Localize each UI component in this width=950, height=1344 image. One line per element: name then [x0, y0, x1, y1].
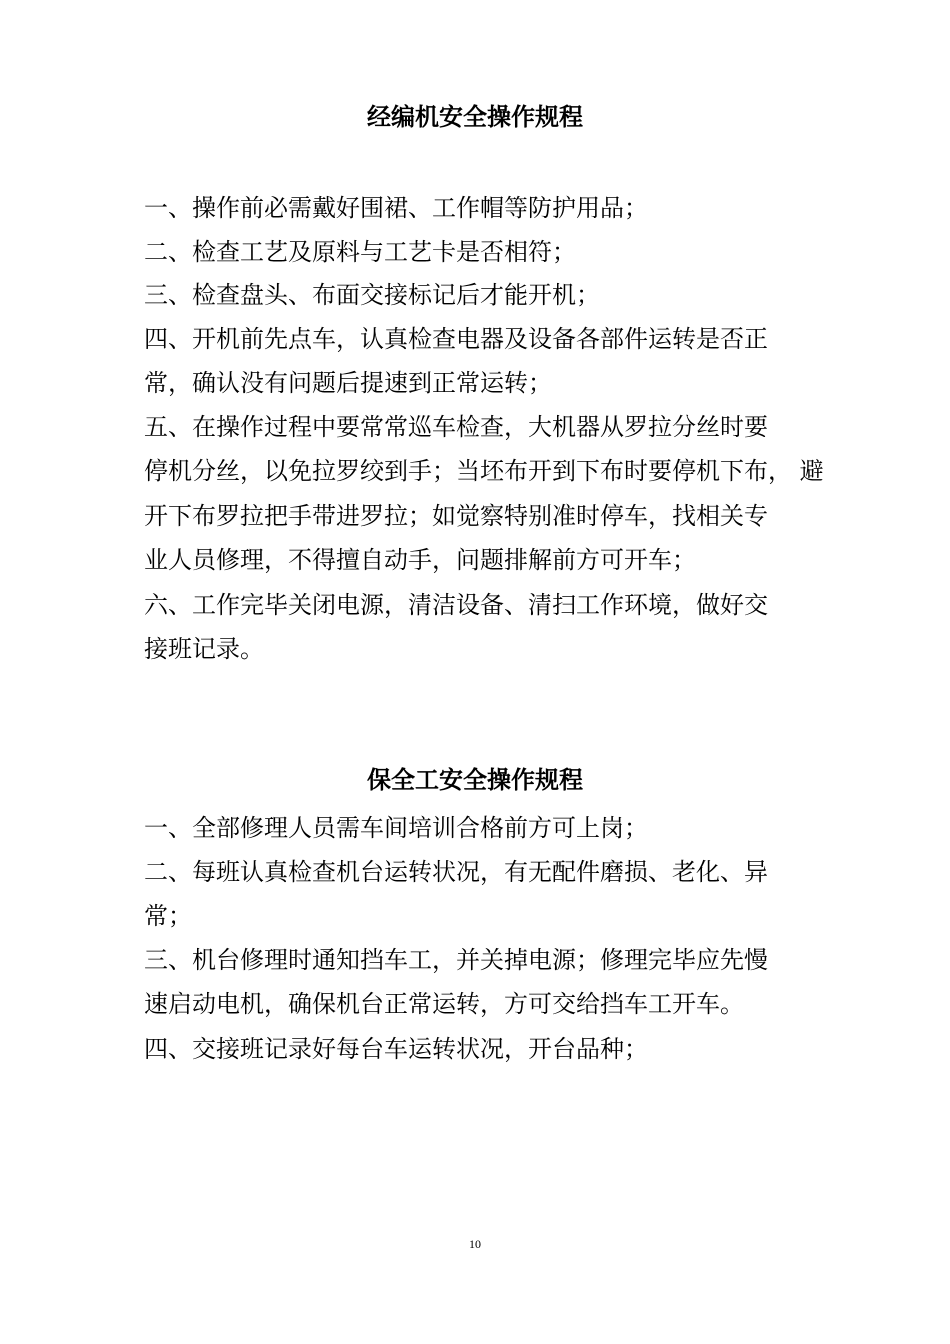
section-1-line: 业人员修理，不得擅自动手，问题排解前方可开车；: [144, 546, 696, 574]
section-2-line: 四、交接班记录好每台车运转状况，开台品种；: [144, 1035, 648, 1063]
section-2-line: 常；: [144, 902, 192, 930]
section-1-line: 二、检查工艺及原料与工艺卡是否相符；: [144, 238, 576, 266]
section-2-line: 速启动电机，确保机台正常运转，方可交给挡车工开车。: [144, 990, 744, 1018]
section-1-line: 接班记录。: [144, 635, 264, 663]
section-2-title: 保全工安全操作规程: [367, 765, 583, 794]
page-number: 10: [469, 1237, 481, 1251]
section-1-title: 经编机安全操作规程: [367, 102, 583, 131]
section-2-line: 二、每班认真检查机台运转状况，有无配件磨损、老化、异: [144, 858, 768, 886]
section-1-line: 常，确认没有问题后提速到正常运转；: [144, 369, 552, 397]
section-2-line: 一、全部修理人员需车间培训合格前方可上岗；: [144, 814, 648, 842]
section-1-line: 六、工作完毕关闭电源，清洁设备、清扫工作环境，做好交: [144, 591, 768, 619]
section-1-line: 四、开机前先点车，认真检查电器及设备各部件运转是否正: [144, 325, 768, 353]
section-1-line: 一、操作前必需戴好围裙、工作帽等防护用品；: [144, 194, 648, 222]
section-2-line: 三、机台修理时通知挡车工，并关掉电源；修理完毕应先慢: [144, 946, 768, 974]
section-1-line: 五、在操作过程中要常常巡车检查，大机器从罗拉分丝时要: [144, 413, 768, 441]
section-1-line: 停机分丝，以免拉罗绞到手；当坯布开到下布时要停机下布， 避: [144, 457, 824, 485]
section-1-line: 开下布罗拉把手带进罗拉；如觉察特别准时停车，找相关专: [144, 502, 768, 530]
section-1-line: 三、检查盘头、布面交接标记后才能开机；: [144, 281, 600, 309]
